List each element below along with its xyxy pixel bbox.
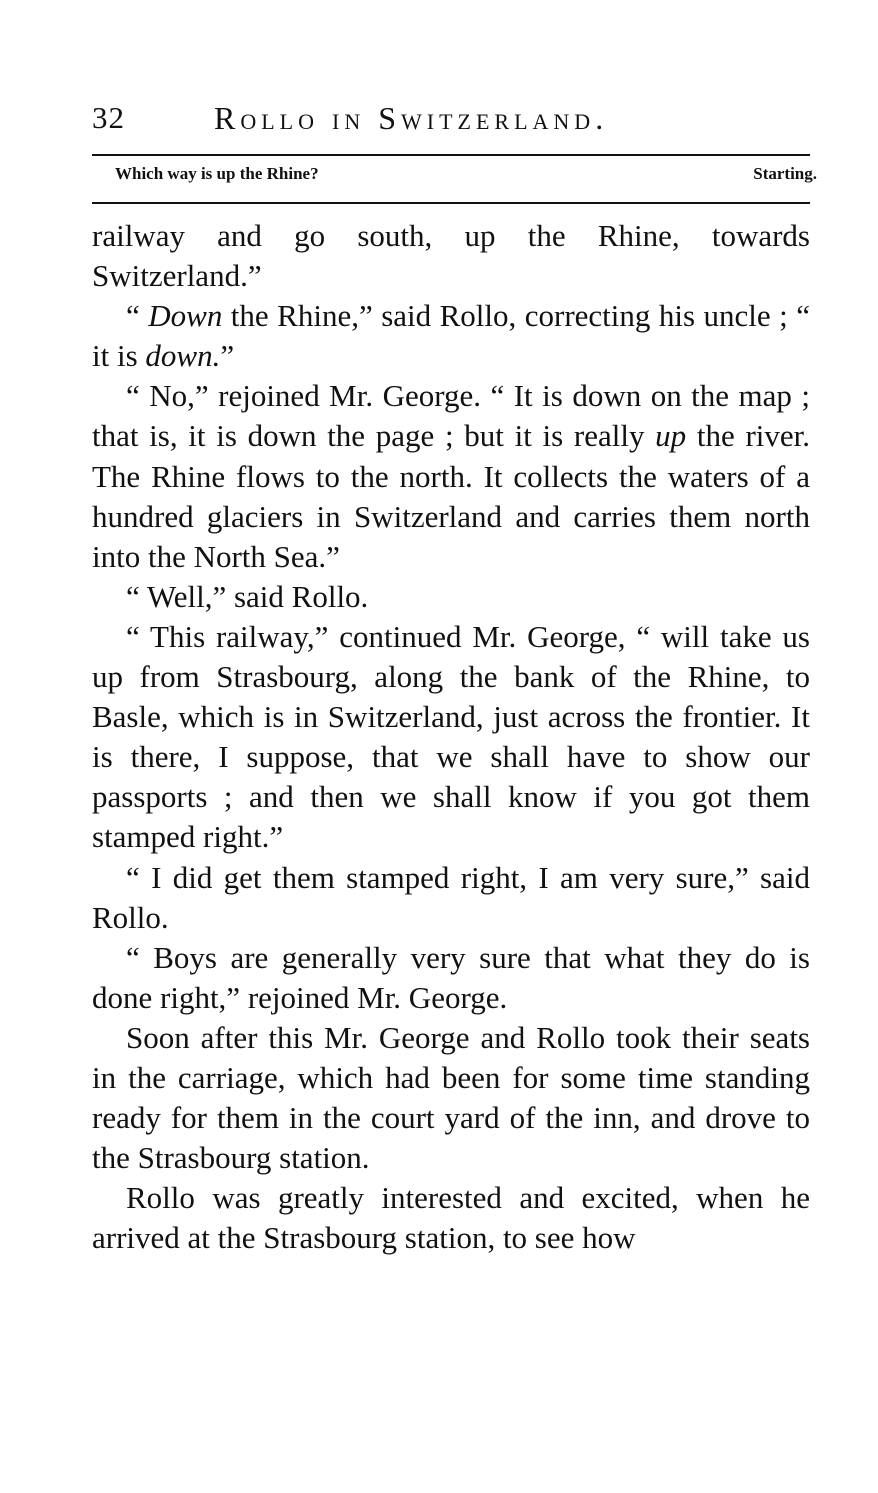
- paragraph: [92, 938, 810, 1018]
- paragraph: [92, 216, 810, 296]
- paragraph: [92, 1178, 810, 1258]
- header-rule-bottom: [92, 202, 810, 204]
- page-number: 32: [92, 100, 125, 135]
- body-text: [92, 216, 810, 1258]
- subhead-section: Starting.: [753, 164, 817, 183]
- text-run: “ No,” rejoined Mr. George. “ It is down on the map ; that is, it is down the page ; but it is really: [92, 378, 810, 454]
- text-run: the Rhine,” said Rollo, correcting his uncle ; “ it is: [92, 298, 810, 374]
- header-rule-top: [92, 154, 810, 156]
- text-run: Rollo was greatly interested and excited, when he arrived at the Strasbourg station, to see how: [92, 1180, 810, 1256]
- text-run: “ Well,” said Rollo.: [126, 578, 369, 614]
- page-subhead: [115, 164, 817, 190]
- italic-text-run: down.: [145, 338, 221, 374]
- paragraph: [92, 617, 810, 858]
- text-run: Soon after this Mr. George and Rollo took their seats in the carriage, which had been for some time standing ready for them in the court yard of the inn, and drove to the Strasbourg station.: [92, 1019, 810, 1176]
- text-run: railway and go south, up the Rhine, towards Switzerland.”: [92, 218, 810, 294]
- running-head: [92, 100, 812, 144]
- paragraph: [92, 376, 810, 576]
- text-run: the river. The Rhine flows to the north. It collects the waters of a hundred glaciers in Switzerland and carries them north into the North Sea.”: [92, 418, 810, 574]
- paragraph: [92, 1018, 810, 1178]
- text-run: “ I did get them stamped right, I am very sure,” said Rollo.: [92, 859, 810, 935]
- paragraph: [92, 577, 810, 617]
- book-title: Rollo in Switzerland.: [214, 100, 609, 136]
- italic-text-run: Down: [148, 298, 223, 334]
- italic-text-run: up: [655, 418, 687, 454]
- subhead-topic: Which way is up the Rhine?: [115, 164, 319, 183]
- paragraph: [92, 296, 810, 376]
- paragraph: [92, 858, 810, 938]
- text-run: “: [126, 298, 149, 334]
- text-run: ”: [220, 338, 235, 374]
- text-run: “ Boys are generally very sure that what they do is done right,” rejoined Mr. George.: [92, 939, 810, 1015]
- text-run: “ This railway,” continued Mr. George, “ will take us up from Strasbourg, along the bank of the Rhine, to Basle, which is in Switzerland, just across the frontier. It is there, I suppose, that we shall have to show our passports ; and then we shall know if you got them stamped right.”: [92, 618, 810, 855]
